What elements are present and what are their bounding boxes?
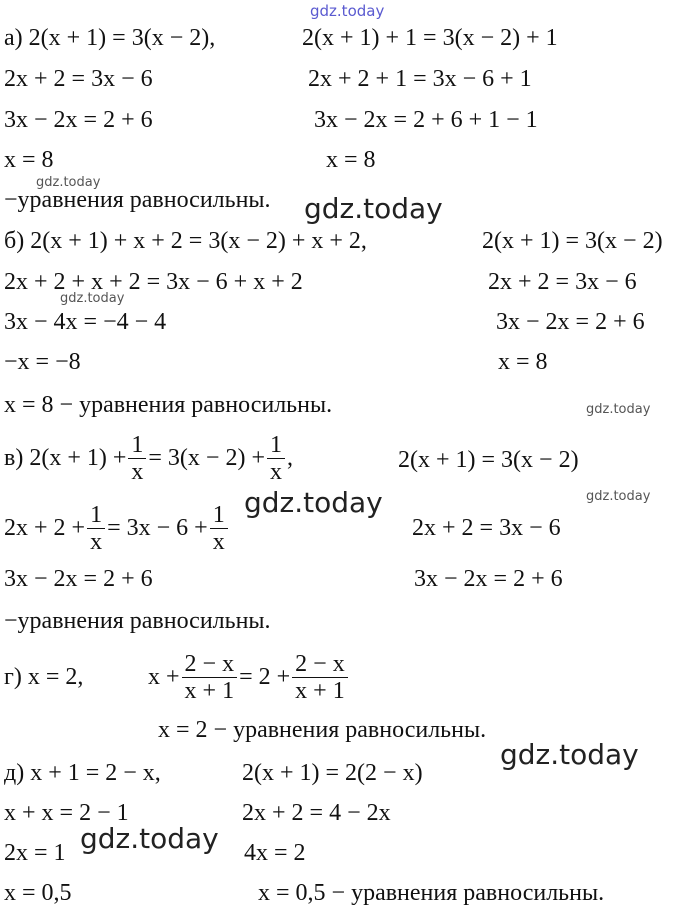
fraction-numerator: 1 (90, 501, 103, 528)
d-right-line-2: 2x + 2 = 4 − 2x (242, 800, 391, 826)
v-l1-part-a: в) 2(x + 1) + (4, 445, 127, 471)
b-left-line-1: б) 2(x + 1) + x + 2 = 3(x − 2) + x + 2, (4, 228, 367, 254)
b-right-line-3: 3x − 2x = 2 + 6 (496, 309, 645, 335)
watermark-small: gdz.today (586, 489, 651, 504)
a-right-line-2: 2x + 2 + 1 = 3x − 6 + 1 (308, 66, 532, 92)
fraction-denominator: x (267, 458, 285, 485)
fraction-numerator: 1 (131, 431, 144, 458)
v-left-line-3: 3x − 2x = 2 + 6 (4, 566, 153, 592)
v-l2-part-a: 2x + 2 + (4, 515, 86, 541)
v-left-line-1 (4, 428, 293, 488)
v-right-line-3: 3x − 2x = 2 + 6 (414, 566, 563, 592)
fraction-denominator: x + 1 (182, 677, 238, 704)
v-left-line-2 (4, 496, 230, 560)
a-left-line-1: а) 2(x + 1) = 3(x − 2), (4, 25, 216, 51)
d-left-line-3: 2x = 1 (4, 840, 66, 866)
fraction-denominator: x + 1 (292, 677, 348, 704)
watermark-small: gdz.today (36, 175, 101, 190)
fraction-denominator: x (210, 528, 228, 555)
fraction-numerator: 1 (269, 431, 282, 458)
v-l1-part-b: = 3(x − 2) + (148, 445, 265, 471)
a-left-line-2: 2x + 2 = 3x − 6 (4, 66, 153, 92)
a-right-line-1: 2(x + 1) + 1 = 3(x − 2) + 1 (302, 25, 558, 51)
fraction-denominator: x (128, 458, 146, 485)
watermark-large: gdz.today (244, 486, 383, 519)
watermark-small: gdz.today (60, 291, 125, 306)
a-right-line-4: x = 8 (326, 147, 376, 173)
fraction-numerator: 2 − x (184, 650, 235, 677)
fraction-numerator: 2 − x (295, 650, 345, 677)
g-fraction (182, 651, 238, 704)
b-left-line-3: 3x − 4x = −4 − 4 (4, 309, 167, 335)
v-fraction (267, 432, 285, 485)
g-fraction (292, 651, 348, 704)
d-right-line-1: 2(x + 1) = 2(2 − x) (242, 760, 423, 786)
a-left-line-3: 3x − 2x = 2 + 6 (4, 107, 153, 133)
watermark-large: gdz.today (304, 192, 443, 225)
v-l2-part-b: = 3x − 6 + (107, 515, 208, 541)
b-right-line-2: 2x + 2 = 3x − 6 (488, 269, 637, 295)
b-right-line-4: x = 8 (498, 349, 548, 375)
b-conclusion: x = 8 − уравнения равносильны. (4, 392, 333, 418)
d-left-line-2: x + x = 2 − 1 (4, 800, 129, 826)
b-right-line-1: 2(x + 1) = 3(x − 2) (482, 228, 663, 254)
g-r1-part-a: x + (148, 664, 180, 690)
g-right-line-1 (148, 645, 350, 709)
a-right-line-3: 3x − 2x = 2 + 6 + 1 − 1 (314, 107, 538, 133)
v-conclusion: −уравнения равносильны. (4, 608, 271, 634)
d-left-line-4: x = 0,5 (4, 880, 72, 906)
v-fraction (128, 432, 146, 485)
v-fraction (210, 502, 228, 555)
fraction-numerator: 1 (212, 501, 225, 528)
v-l1-part-c: , (286, 445, 293, 471)
v-right-line-1: 2(x + 1) = 3(x − 2) (398, 447, 579, 473)
watermark-large: gdz.today (80, 822, 219, 855)
watermark-top: gdz.today (310, 2, 385, 20)
watermark-large: gdz.today (500, 738, 639, 771)
watermark-small: gdz.today (586, 402, 651, 417)
b-left-line-2: 2x + 2 + x + 2 = 3x − 6 + x + 2 (4, 269, 303, 295)
g-r1-part-b: = 2 + (239, 664, 291, 690)
g-conclusion: x = 2 − уравнения равносильны. (158, 717, 487, 743)
d-right-line-3: 4x = 2 (244, 840, 306, 866)
d-left-line-1: д) x + 1 = 2 − x, (4, 760, 161, 786)
g-left-line-1: г) x = 2, (4, 664, 84, 690)
d-right-line-4: x = 0,5 − уравнения равносильны. (258, 880, 605, 906)
a-left-line-4: x = 8 (4, 147, 54, 173)
a-conclusion: −уравнения равносильны. (4, 187, 271, 213)
fraction-denominator: x (87, 528, 105, 555)
b-left-line-4: −x = −8 (4, 349, 81, 375)
v-fraction (87, 502, 105, 555)
v-right-line-2: 2x + 2 = 3x − 6 (412, 515, 561, 541)
